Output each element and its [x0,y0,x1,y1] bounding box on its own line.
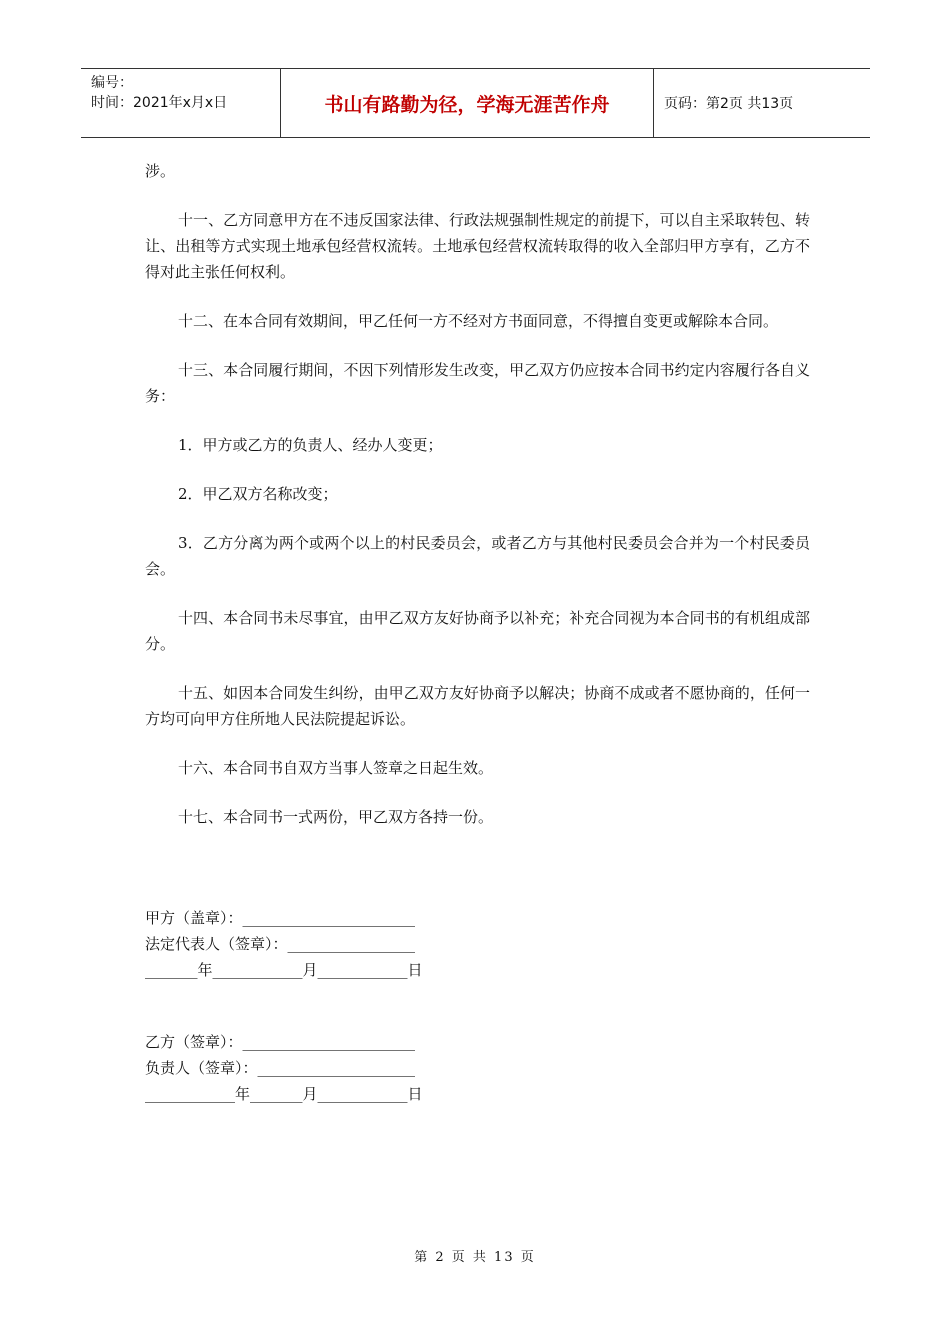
party-b-date-line: ____________年_______月____________日 [145,1085,423,1103]
signature-block-party-a [145,905,423,983]
signature-block-party-b [145,1029,423,1107]
party-b-seal-line: 乙方（签章）：_______________________ [145,1033,416,1051]
party-a-seal-line: 甲方（盖章）：_______________________ [145,909,416,927]
clause-13-item-3: 3．乙方分离为两个或两个以上的村民委员会，或者乙方与其他村民委员会合并为一个村民委员会。 [145,534,810,578]
page-footer: 第 2 页 共 13 页 [414,1250,536,1265]
paragraph: 涉。 [145,162,176,180]
person-in-charge-line: 负责人（签章）：_____________________ [145,1059,416,1077]
clause-11: 十一、乙方同意甲方在不违反国家法律、行政法规强制性规定的前提下，可以自主采取转包、转让、出租等方式实现土地承包经营权流转。土地承包经营权流转取得的收入全部归甲方享有，乙方不得对此主张任何权利。 [145,211,810,281]
clause-14: 十四、本合同书未尽事宜，由甲乙双方友好协商予以补充；补充合同视为本合同书的有机组成部分。 [145,609,810,653]
clause-15: 十五、如因本合同发生纠纷，由甲乙双方友好协商予以解决；协商不成或者不愿协商的，任何一方均可向甲方住所地人民法院提起诉讼。 [145,684,810,728]
clause-13-item-2: 2．甲乙双方名称改变； [178,485,338,503]
party-a-date-line: _______年____________月____________日 [145,961,423,979]
document-number-label: 编号： [91,75,133,91]
clause-12: 十二、在本合同有效期间，甲乙任何一方不经对方书面同意，不得擅自变更或解除本合同。 [178,312,779,330]
header-page-info: 页码：第2页 共13页 [664,96,794,112]
clause-13-item-1: 1．甲方或乙方的负责人、经办人变更； [178,436,443,454]
document-body [145,158,810,853]
clause-17: 十七、本合同书一式两份，甲乙双方各持一份。 [178,808,494,826]
document-time-label: 时间：2021年x月x日 [91,95,228,111]
page-header [81,68,870,138]
clause-13: 十三、本合同履行期间，不因下列情形发生改变，甲乙双方仍应按本合同书约定内容履行各自义务： [145,361,810,405]
header-motto: 书山有路勤为径，学海无涯苦作舟 [281,69,654,137]
header-meta [81,69,281,137]
clause-16: 十六、本合同书自双方当事人签章之日起生效。 [178,759,494,777]
legal-representative-line: 法定代表人（签章）：_________________ [145,935,416,953]
